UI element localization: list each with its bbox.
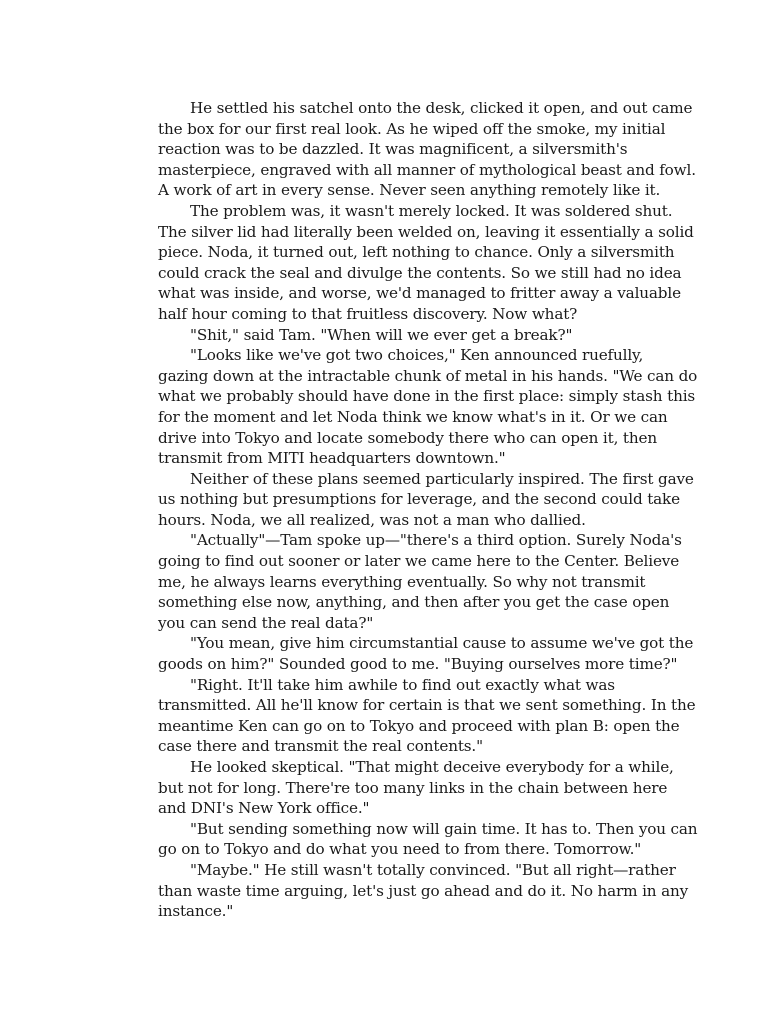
paragraph: The problem was, it wasn't merely locked. It was soldered shut. The silver lid had literally been welded on, leaving it essentially a solid piece. Noda, it turned out, left nothing to chance. Only a silversmith could crack the seal and divulge the contents. So we still had no idea what was inside, and worse, we'd managed to fritter away a valuable half hour coming to that fruitless discovery. Now what?	[158, 201, 694, 323]
paragraph: "Right. It'll take him awhile to find out exactly what was transmitted. All he'll know for certain is that we sent something. In the meantime Ken can go on to Tokyo and proceed with plan B: open the case there and transmit the real contents."	[158, 675, 696, 756]
page-body	[158, 98, 698, 922]
paragraph: "Actually"—Tam spoke up—"there's a third option. Surely Noda's going to find out sooner or later we came here to the Center. Believe me, he always learns everything eventually. So why not transmit something else now, anything, and then after you get the case open you can send the real data?"	[158, 531, 682, 632]
paragraph: Neither of these plans seemed particularly inspired. The first gave us nothing but presumptions for leverage, and the second could take hours. Noda, we all realized, was not a man who dallied.	[158, 469, 694, 529]
paragraph: "Maybe." He still wasn't totally convinced. "But all right—rather than waste time arguing, let's just go ahead and do it. No harm in any instance."	[158, 860, 689, 921]
paragraph: He settled his satchel onto the desk, clicked it open, and out came the box for our first real look. As he wiped off the smoke, my initial reaction was to be dazzled. It was magnificent, a silversmith's masterpiece, engraved with all manner of mythological beast and fowl. A work of art in every sense. Never seen anything remotely like it.	[158, 99, 696, 200]
paragraph: "Shit," said Tam. "When will we ever get a break?"	[190, 325, 573, 344]
paragraph: "Looks like we've got two choices," Ken announced ruefully, gazing down at the intractable chunk of metal in his hands. "We can do what we probably should have done in the first place: simply stash this for the moment and let Noda think we know what's in it. Or we can drive into Tokyo and locate somebody there who can open it, then transmit from MITI headquarters downtown."	[158, 346, 698, 468]
paragraph: He looked skeptical. "That might deceive everybody for a while, but not for long. There're too many links in the chain between here and DNI's New York office."	[158, 758, 674, 818]
paragraph: "But sending something now will gain time. It has to. Then you can go on to Tokyo and do what you need to from there. Tomorrow."	[158, 819, 698, 859]
paragraph: "You mean, give him circumstantial cause to assume we've got the goods on him?" Sounded good to me. "Buying ourselves more time?"	[158, 634, 694, 674]
